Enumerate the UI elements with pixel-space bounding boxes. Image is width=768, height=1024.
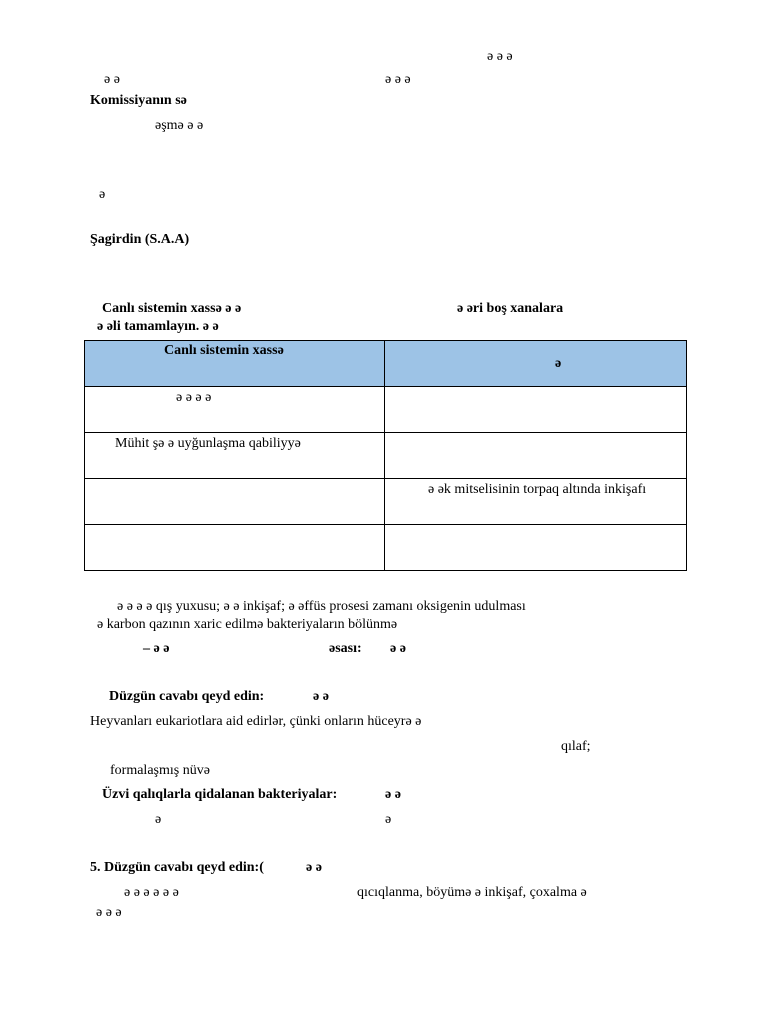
q5-title-tail: ə ə	[306, 860, 322, 875]
cell-text: Mühit şə ə uyğunlaşma qabiliyyə	[115, 436, 301, 451]
task1-instruction-b: ə əri boş xanalara	[457, 301, 564, 316]
q4-option-a[interactable]: ə	[155, 812, 162, 827]
header-line-4: əşmə ə ə	[155, 118, 204, 133]
table-cell[interactable]	[385, 387, 687, 433]
properties-table	[84, 340, 687, 571]
q3-text: Heyvanları eukariotlara aid edirlər, çünki onların hüceyrə ə	[90, 714, 422, 729]
q4-option-b[interactable]: ə	[385, 812, 392, 827]
options-line-2: ə karbon qazının xaric edilmə bakteriyaların bölünmə	[97, 617, 398, 632]
table-cell[interactable]	[385, 525, 687, 571]
commission-label: Komissiyanın sə	[90, 93, 187, 108]
table-cell[interactable]	[85, 479, 385, 525]
options-line-3-basis: əsası:	[329, 641, 362, 656]
options-line-1: ə ə ə ə qış yuxusu; ə ə inkişaf; ə əffüs prosesi zamanı oksigenin udulması	[117, 599, 526, 614]
header-line-2-left: ə ə	[104, 72, 120, 87]
q5-title: 5. Düzgün cavabı qeyd edin:(	[90, 860, 264, 875]
q5-options-line-2: ə ə ə	[96, 905, 122, 920]
q3-option-left[interactable]: formalaşmış nüvə	[110, 763, 210, 778]
q5-options-line-1-a: ə ə ə ə ə ə	[124, 885, 179, 900]
table-header-row	[85, 341, 687, 387]
header-line-2-mid: ə ə ə	[385, 72, 411, 87]
q3-title-tail: ə ə	[313, 689, 329, 704]
column-header-property: Canlı sistemin xassə	[164, 343, 284, 358]
table-row	[85, 433, 687, 479]
table-cell[interactable]	[85, 525, 385, 571]
cell-text: ə ək mitselisinin torpaq altında inkişafı	[428, 482, 647, 497]
table-cell[interactable]	[85, 387, 385, 433]
table-cell[interactable]	[385, 433, 687, 479]
student-label: Şagirdin (S.A.A)	[90, 232, 190, 247]
lone-character: ə	[99, 187, 106, 202]
header-line-1: ə ə ə	[487, 49, 513, 64]
q3-title: Düzgün cavabı qeyd edin:	[109, 689, 265, 704]
q5-options-line-1-b: qıcıqlanma, böyümə ə inkişaf, çoxalma ə	[357, 885, 587, 900]
table-cell[interactable]	[385, 479, 687, 525]
q3-option-right[interactable]: qılaf;	[561, 739, 591, 754]
task1-instruction-a: Canlı sistemin xassə ə ə	[102, 301, 242, 316]
cell-text: ə ə ə ə	[176, 390, 212, 405]
table-header-cell	[85, 341, 385, 387]
options-line-3-c: ə ə	[390, 641, 406, 656]
table-row	[85, 479, 687, 525]
column-header-example: ə	[555, 356, 562, 371]
table-row	[85, 387, 687, 433]
q4-title: Üzvi qalıqlarla qidalanan bakteriyalar:	[102, 787, 338, 802]
table-row	[85, 525, 687, 571]
options-line-3-a: – ə ə	[143, 641, 170, 656]
q4-title-tail: ə ə	[385, 787, 401, 802]
task1-instruction-2: ə əli tamamlayın. ə ə	[97, 319, 219, 334]
table-header-cell	[385, 341, 687, 387]
table-cell[interactable]	[85, 433, 385, 479]
